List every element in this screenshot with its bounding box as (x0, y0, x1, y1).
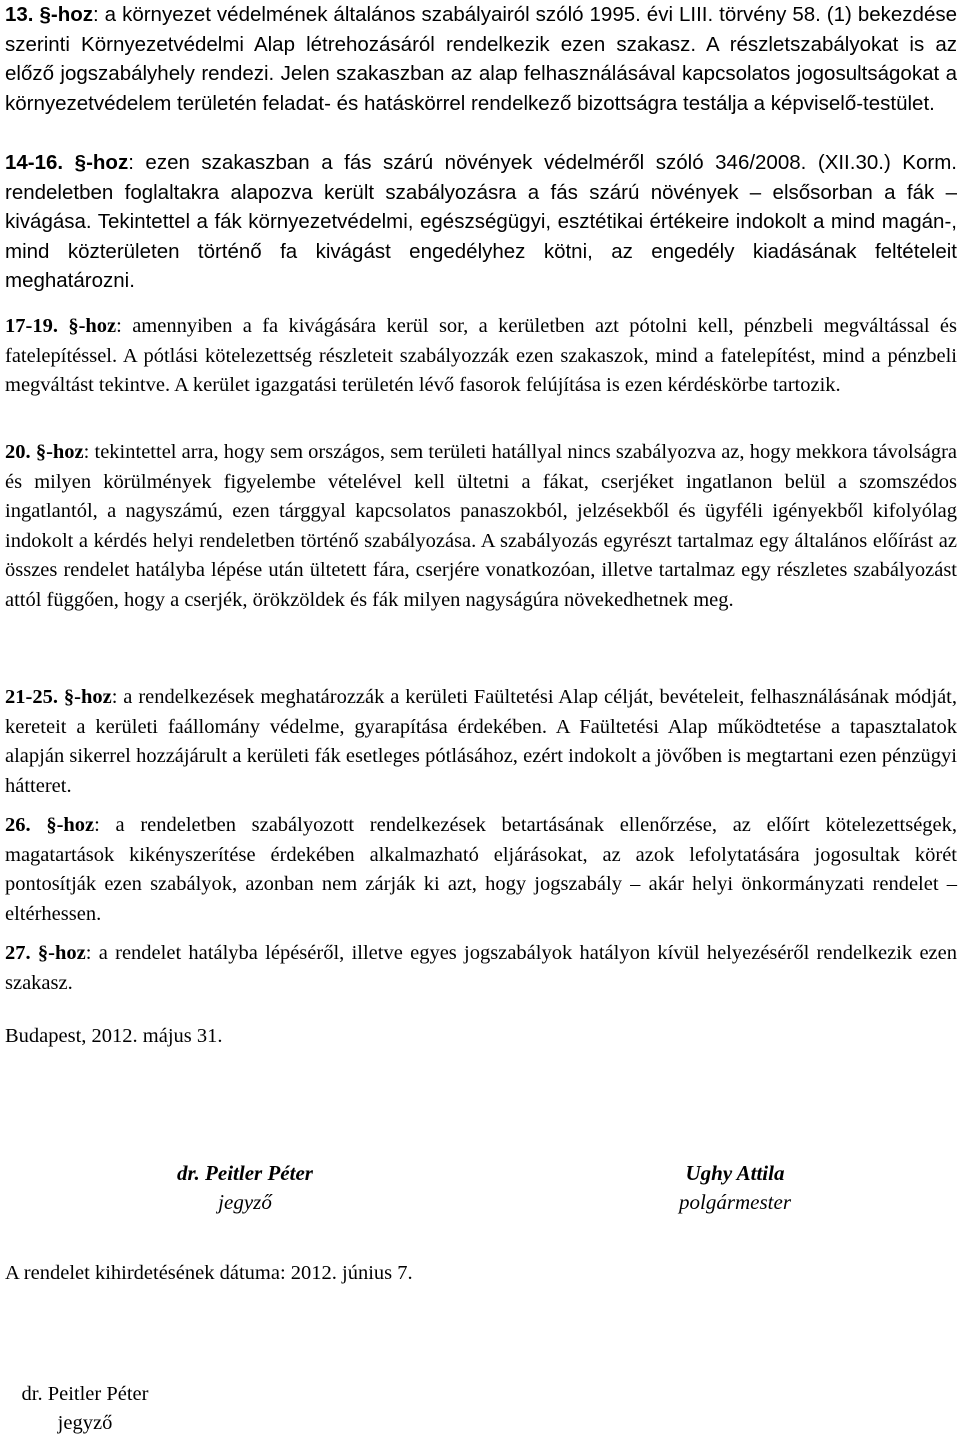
section-text: : amennyiben a fa kivágására kerül sor, a kerületben azt pótolni kell, pénzbeli megváltással és fatelepítéssel. A pótlási kötelezettség részleteit szabályozzák ezen szakaszok, mind a fatelepítést, mind a pénzbeli megváltást tekintve. A kerület igazgatási területén lévő fasorok felújítása is ezen kérdéskörbe tartozik. (5, 315, 958, 397)
signer-name: Ughy Attila (685, 1161, 785, 1185)
promulgation-date: A rendelet kihirdetésének dátuma: 2012. június 7. (5, 1262, 413, 1284)
signature-right (640, 1159, 830, 1217)
section-ref: §-hoz (74, 151, 129, 174)
section-text: : a környezet védelmének általános szabályairól szóló 1995. évi LIII. törvény 58. (1) bekezdése szerinti Környezetvédelmi Alap létrehozásáról rendelkezik ezen szakasz. A részletszabályokat is az előző jogszabályhely rendezi. Jelen szakaszban az alap felhasználásával kapcsolatos jogosultságokat a környezetvédelem területén feladat- és hatáskörrel rendelkező bizottságra testálja a képviselő-testület. (5, 3, 957, 115)
section-20 (5, 438, 957, 616)
section-ref: §-hoz (39, 3, 94, 26)
section-number: 20. (5, 441, 31, 463)
section-text: : ezen szakaszban a fás szárú növények védelméről szóló 346/2008. (XII.30.) Korm. rendeletben foglaltakra alapozva került szabályozásra a fás szárú növények – elsősorban a fák – kivágása. Tekintettel a fák környezetvédelmi, egészségügyi, esztétikai értékeire indokolt a mind magán-, mind közterületen történő fa kivágást engedélyhez kötni, az engedély kiadásának feltételeit meghatározni. (5, 151, 957, 293)
section-21-25 (5, 683, 957, 801)
section-number: 14-16. (5, 151, 64, 174)
signature-left (160, 1159, 330, 1217)
section-ref: §-hoz (46, 814, 95, 836)
section-13 (5, 0, 957, 118)
signer-name: dr. Peitler Péter (21, 1383, 149, 1405)
section-number: 21-25. (5, 686, 58, 708)
section-number: 26. (5, 814, 31, 836)
signer-role: jegyző (218, 1190, 272, 1214)
section-ref: §-hoz (68, 315, 117, 337)
section-ref: §-hoz (35, 441, 84, 463)
footer-signature (0, 1380, 170, 1438)
section-text: : a rendelkezések meghatározzák a kerületi Faültetési Alap célját, bevételeit, felhasználásának módját, kereteit a kerületi faállomány védelme, gyarapítása érdekében. A Faültetési Alap működtetése a tapasztalatok alapján sikerrel hozzájárult a kerületi fák esetleges pótlásához, ezért indokolt a jövőben is megtartani ezen pénzügyi hátteret. (5, 686, 958, 797)
section-ref: §-hoz (37, 942, 86, 964)
place-date: Budapest, 2012. május 31. (5, 1025, 223, 1047)
section-26 (5, 811, 957, 929)
section-14-16 (5, 148, 957, 296)
section-text: : a rendelet hatályba lépéséről, illetve egyes jogszabályok hatályon kívül helyezéséről rendelkezik ezen szakasz. (5, 942, 958, 994)
section-text: : a rendeletben szabályozott rendelkezések betartásának ellenőrzése, az előírt kötelezettségek, magatartások kikényszerítése érdekében alkalmazható eljárásokat, az azok lefolytatására jogosultak körét pontosítják ezen szabályok, azonban nem zárják ki azt, hogy jogszabály – akár helyi önkormányzati rendelet – eltérhessen. (5, 814, 958, 925)
signer-role: jegyző (57, 1412, 113, 1434)
signer-role: polgármester (679, 1190, 791, 1214)
signer-name: dr. Peitler Péter (177, 1161, 313, 1185)
section-number: 27. (5, 942, 31, 964)
section-text: : tekintettel arra, hogy sem országos, sem területi hatállyal nincs szabályozva az, hogy mekkora távolságra és milyen körülmények figyelembe vételével kell ültetni a fákat, cserjéket ingatlanon belül a szomszédos ingatlantól, a nagyszámú, ezen tárggyal kapcsolatos panaszokból, jelzésekből és ügyféli igényekből kifolyólag indokolt a kérdés helyi rendeletben történő szabályozása. A szabályozás egyrészt tartalmaz egy általános előírást az összes rendelet hatályba lépése után ültetett fára, cserjére vonatkozóan, illetve tartalmaz egy részletes szabályozást attól függően, hogy a cserjék, örökzöldek és fák milyen nagyságúra növekedhetnek meg. (5, 441, 958, 611)
section-number: 17-19. (5, 315, 58, 337)
section-ref: §-hoz (63, 686, 112, 708)
section-17-19 (5, 312, 957, 401)
section-number: 13. (5, 3, 34, 26)
section-27 (5, 939, 957, 998)
